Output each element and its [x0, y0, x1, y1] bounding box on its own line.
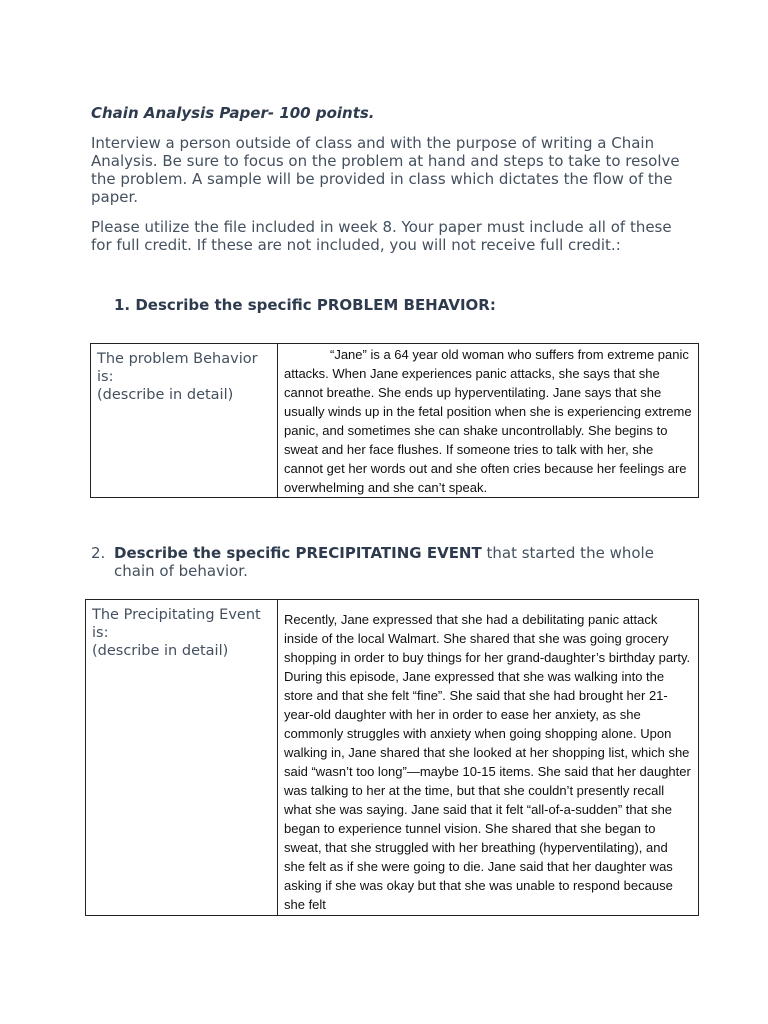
precipitating-event-label: The Precipitating Event is: — [92, 607, 261, 641]
precipitating-event-hint: (describe in detail) — [92, 643, 229, 659]
section2-heading-bold: Describe the specific PRECIPITATING EVENT — [114, 544, 482, 562]
document-title: Chain Analysis Paper- 100 points. — [91, 104, 375, 122]
section1-heading: 1. Describe the specific PROBLEM BEHAVIOR: — [114, 296, 496, 314]
problem-behavior-description-cell — [278, 344, 699, 498]
section2-heading-text — [114, 544, 674, 580]
precipitating-event-description-cell — [278, 600, 699, 916]
problem-behavior-table — [90, 343, 699, 498]
precipitating-event-label-cell — [86, 600, 278, 916]
section2-heading-rest: that started the whole chain of behavior. — [114, 544, 654, 580]
section2-number: 2. — [91, 544, 106, 562]
intro-paragraph-1: Interview a person outside of class and with the purpose of writing a Chain Analysis. Be sure to focus on the problem at hand and steps to take to resolve the problem. A sample will be provided in class which dictates the flow of the paper. — [91, 134, 680, 206]
precipitating-event-description: Recently, Jane expressed that she had a debilitating panic attack inside of the local Walmart. She shared that she was going grocery shopping in order to buy things for her grand-daughter’s birthday party. During this episode, Jane expressed that she was walking into the store and that she felt “fine”. She said that she had brought her 21-year-old daughter with her in order to ease her anxiety, as she commonly struggles with anxiety when going shopping alone. Upon walking in, Jane shared that she looked at her shopping list, which she said “wasn’t too long”—maybe 10-15 items. She said that her daughter was talking to her at the time, but that she couldn’t presently recall what she was saying. Jane said that it felt “all-of-a-sudden” that she began to experience tunnel vision. She shared that she began to sweat, that she struggled with her breathing (hyperventilating), and she felt as if she were going to die. Jane said that her daughter was asking if she was okay but that she was unable to respond because she felt — [284, 612, 691, 912]
problem-behavior-description: “Jane” is a 64 year old woman who suffers from extreme panic attacks. When Jane experiences panic attacks, she says that she cannot breathe. She ends up hyperventilating. Jane says that she usually winds up in the fetal position when she is experiencing extreme panic, and sometimes she can shake uncontrollably. She begins to sweat and her face flushes. If someone tries to talk with her, she cannot get her words out and she often cries because her feelings are overwhelming and she can’t speak. — [284, 347, 692, 495]
problem-behavior-label-cell — [91, 344, 278, 498]
precipitating-event-table — [85, 599, 699, 916]
intro-paragraph-2: Please utilize the file included in week 8. Your paper must include all of these for full credit. If these are not included, you will not receive full credit.: — [91, 218, 672, 254]
problem-behavior-hint: (describe in detail) — [97, 387, 234, 403]
problem-behavior-label: The problem Behavior is: — [97, 351, 258, 385]
